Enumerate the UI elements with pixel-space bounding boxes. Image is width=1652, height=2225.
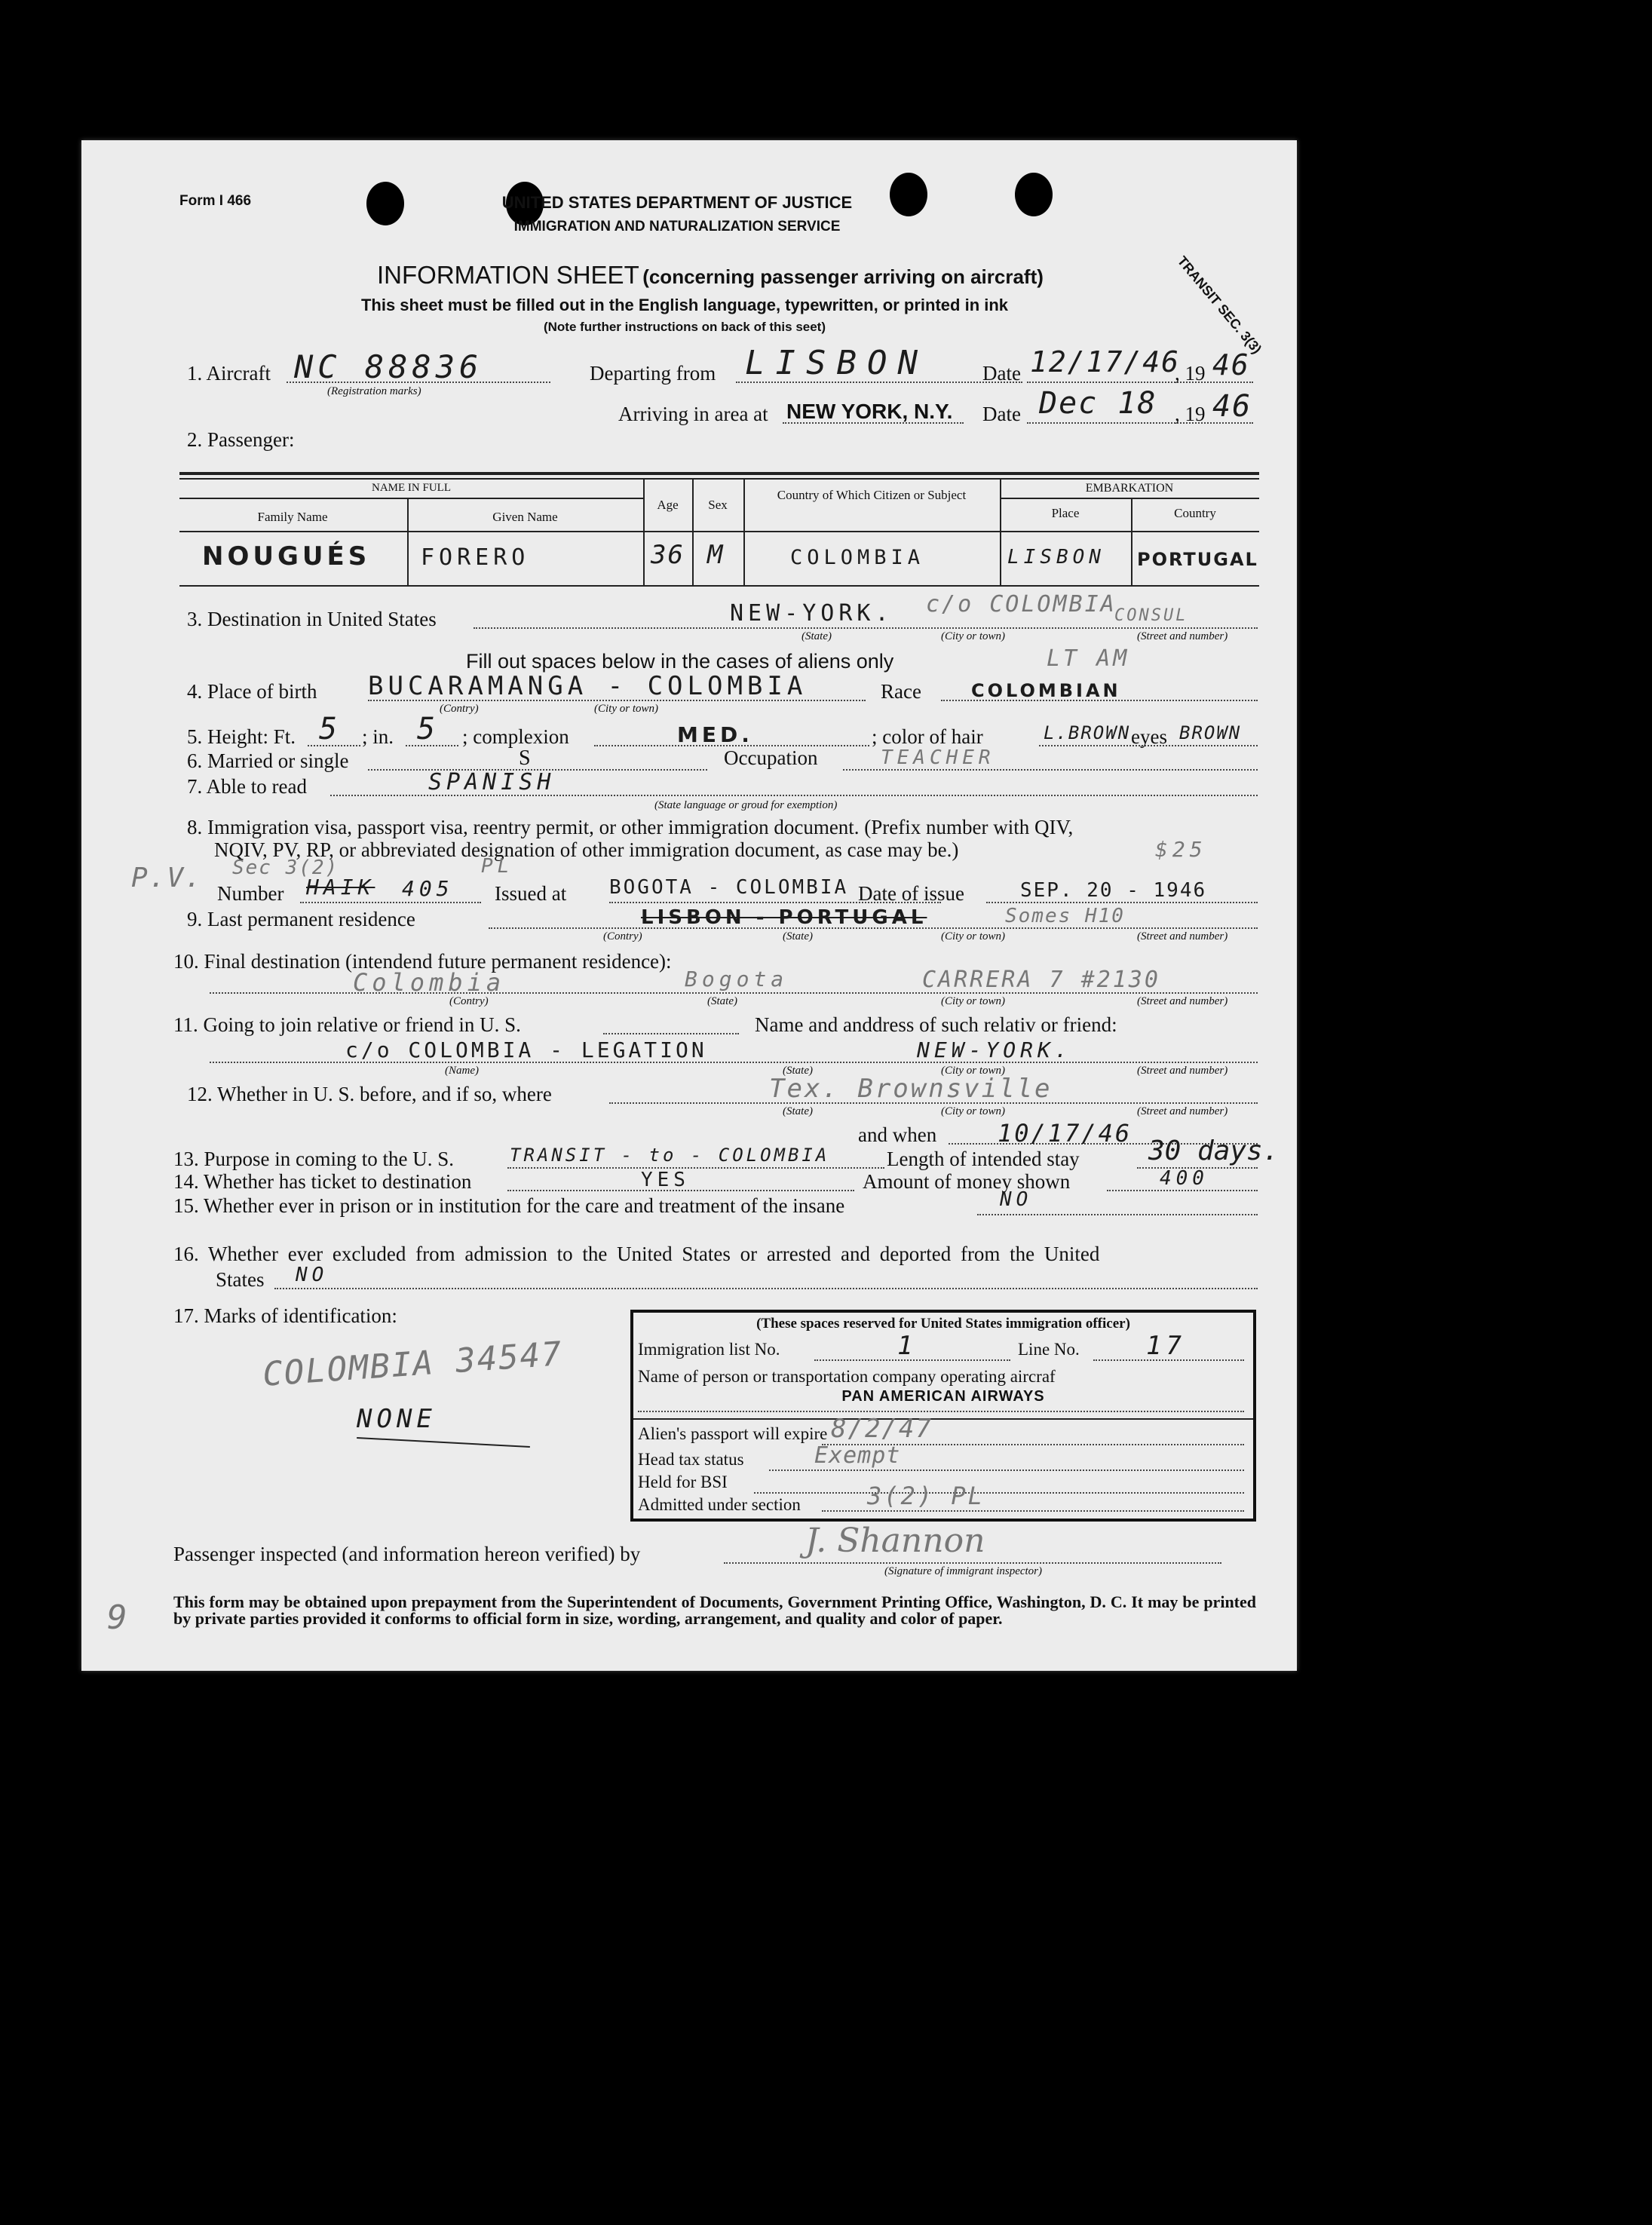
eyes-value: BROWN xyxy=(1179,722,1242,743)
street-caption: (Street and number) xyxy=(1137,930,1228,942)
occupation-value: TEACHER xyxy=(881,746,995,769)
emb-country-header: Country xyxy=(1174,506,1216,520)
excluded-text-2: States xyxy=(216,1268,265,1291)
residence-label: 9. Last permanent residence xyxy=(187,908,415,930)
final-dest-label: 10. Final destination (intendend future permanent residence): xyxy=(173,950,672,973)
final-city: Bogota xyxy=(685,967,789,991)
prison-value: NO xyxy=(1000,1188,1033,1211)
join-city: NEW-YORK. xyxy=(917,1037,1072,1062)
officer-box-header: (These spaces reserved for United States immigration officer) xyxy=(756,1316,1130,1332)
headtax-label: Head tax status xyxy=(638,1450,744,1469)
state-caption: (State) xyxy=(783,1065,813,1077)
city-caption: (City or town) xyxy=(941,1065,1005,1077)
operator-value: PAN AMERICAN AIRWAYS xyxy=(841,1388,1045,1405)
issued-label: Issued at xyxy=(495,882,567,905)
hair-value: L.BROWN xyxy=(1044,722,1131,743)
prison-line xyxy=(977,1214,1258,1215)
table-col-divider xyxy=(643,478,645,585)
table-header-bottom xyxy=(179,531,1259,532)
arrive-year: 46 xyxy=(1212,389,1252,424)
purpose-line xyxy=(507,1167,884,1169)
issue-date-line xyxy=(986,902,1258,903)
destination-city: c/o COLOMBIA xyxy=(926,591,1117,618)
marks-pencil: COLOMBIA 34547 xyxy=(261,1335,565,1394)
marital-value: S xyxy=(519,746,531,770)
section-value: 3(2) PL xyxy=(867,1482,985,1510)
city-caption: (City or town) xyxy=(941,995,1005,1007)
form-sheet xyxy=(81,140,1297,1671)
arriving-value: NEW YORK, N.Y. xyxy=(786,400,953,423)
visa-text-1: 8. Immigration visa, passport visa, reentry permit, or other immigration document. (Prefix number with QIV, xyxy=(187,816,1074,838)
money-label: Amount of money shown xyxy=(863,1170,1071,1193)
state-caption: (State) xyxy=(801,630,832,642)
ticket-value: YES xyxy=(641,1169,690,1191)
passport-label: Alien's passport will expire xyxy=(638,1424,828,1443)
title-note: (concerning passenger arriving on aircraft) xyxy=(642,265,1044,288)
age-value: 36 xyxy=(651,540,685,570)
stay-value: 30 days. xyxy=(1148,1135,1280,1166)
stay-label: Length of intended stay xyxy=(887,1148,1080,1170)
number-line xyxy=(300,902,481,903)
excluded-line xyxy=(274,1288,1258,1289)
passport-value: 8/2/47 xyxy=(831,1414,933,1444)
depart-year-prefix: , 19 xyxy=(1175,362,1206,385)
issued-value: BOGOTA - COLOMBIA xyxy=(609,876,849,899)
final-country: Colombia xyxy=(353,968,506,997)
operator-label: Name of person or transportation company operating aircraf xyxy=(638,1367,1056,1386)
table-col-divider xyxy=(692,478,694,585)
complexion-value: MED. xyxy=(677,722,753,747)
departing-label: Departing from xyxy=(590,362,716,385)
sex-header: Sex xyxy=(708,498,728,512)
street-caption: (Street and number) xyxy=(1137,1105,1228,1117)
line-no-value: 17 xyxy=(1146,1331,1186,1361)
marks-label: 17. Marks of identification: xyxy=(173,1304,397,1327)
excluded-text-1: 16. Whether ever excluded from admission to the United States or arrested and deported from the United xyxy=(173,1243,1100,1265)
form-number: Form I 466 xyxy=(179,193,252,209)
visa-number: 405 xyxy=(402,876,454,901)
street-caption: (Street and number) xyxy=(1137,630,1228,642)
height-label: 5. Height: Ft. xyxy=(187,725,296,748)
name-caption: (Name) xyxy=(445,1065,479,1077)
ticket-label: 14. Whether has ticket to destination xyxy=(173,1170,472,1193)
complexion-label: ; complexion xyxy=(462,725,569,748)
race-pencil: LT AM xyxy=(1047,645,1130,672)
before-when: 10/17/46 xyxy=(998,1119,1132,1148)
before-label: 12. Whether in U. S. before, and if so, where xyxy=(187,1083,552,1105)
city-caption: (City or town) xyxy=(941,1105,1005,1117)
inspected-label: Passenger inspected (and information hereon verified) by xyxy=(173,1543,641,1565)
sex-value: M xyxy=(707,540,728,570)
join-name: c/o COLOMBIA - LEGATION xyxy=(345,1037,707,1062)
table-header-rule xyxy=(179,498,643,499)
aircraft-label: 1. Aircraft xyxy=(187,362,271,385)
punch-hole xyxy=(1015,173,1053,216)
pl-note: PL xyxy=(481,855,514,878)
title-main: INFORMATION SHEET xyxy=(377,261,639,289)
money-value: 400 xyxy=(1160,1167,1209,1190)
page-title xyxy=(377,261,1044,290)
excluded-value: NO xyxy=(296,1264,329,1286)
family-header: Family Name xyxy=(257,510,328,524)
depart-date-label: Date xyxy=(982,362,1021,385)
registration-caption: (Registration marks) xyxy=(327,385,421,397)
place-header: Place xyxy=(1051,506,1080,520)
instruction-note: (Note further instructions on back of this seet) xyxy=(543,320,826,334)
section-label: Admitted under section xyxy=(638,1495,801,1514)
race-value: COLOMBIAN xyxy=(971,680,1121,701)
depart-year: 46 xyxy=(1212,348,1250,382)
marks-value: NONE xyxy=(357,1404,437,1434)
embarkation-header: EMBARKATION xyxy=(1085,482,1174,495)
visa-text-2: NQIV, PV, RP, or abbreviated designation of other immigration document, as case may be.) xyxy=(214,838,959,861)
table-bottom-rule xyxy=(179,585,1259,587)
departing-value: LISBON xyxy=(745,344,928,382)
box-divider xyxy=(633,1418,1253,1420)
department-title: UNITED STATES DEPARTMENT OF JUSTICE xyxy=(501,193,853,212)
officer-box xyxy=(630,1310,1256,1522)
street-caption: (Street and number) xyxy=(1137,1065,1228,1077)
arrive-date-label: Date xyxy=(982,403,1021,425)
destination-state: NEW-YORK. xyxy=(730,600,893,627)
depart-date-line xyxy=(1027,382,1253,383)
birthplace-label: 4. Place of birth xyxy=(187,680,317,703)
visa-number-struck: HAIK xyxy=(306,875,375,900)
join-name-label: Name and anddress of such relativ or friend: xyxy=(755,1013,1117,1036)
citizen-header: Country of Which Citizen or Subject xyxy=(777,488,967,502)
list-no-label: Immigration list No. xyxy=(638,1340,780,1359)
issue-date-label: Date of issue xyxy=(858,882,964,905)
aircraft-value: NC 88836 xyxy=(294,348,483,385)
headtax-value: Exempt xyxy=(814,1442,901,1469)
when-label: and when xyxy=(858,1123,937,1146)
residence-street: Somes H10 xyxy=(1005,905,1125,927)
city-caption: (City or town) xyxy=(594,703,658,715)
city-caption: (City or town) xyxy=(941,630,1005,642)
signature-line xyxy=(724,1562,1221,1564)
punch-hole xyxy=(366,182,404,225)
marks-underline xyxy=(357,1437,530,1448)
service-title: IMMIGRATION AND NATURALIZATION SERVICE xyxy=(513,219,841,234)
passenger-label: 2. Passenger: xyxy=(187,428,295,451)
arrive-date-value: Dec 18 xyxy=(1039,386,1157,421)
birthplace-value: BUCARAMANGA - COLOMBIA xyxy=(368,671,808,701)
instruction: This sheet must be filled out in the English language, typewritten, or printed in ink xyxy=(360,296,1009,314)
signature-caption: (Signature of immigrant inspector) xyxy=(884,1565,1043,1577)
embark-place: LISBON xyxy=(1007,546,1105,569)
height-ft: 5 xyxy=(319,712,342,746)
purpose-value: TRANSIT - to - COLOMBIA xyxy=(510,1145,830,1166)
country-caption: (Contry) xyxy=(440,703,479,715)
name-header: NAME IN FULL xyxy=(372,482,451,494)
table-col-divider xyxy=(743,478,745,585)
arrive-year-prefix: , 19 xyxy=(1175,403,1206,425)
city-caption: (City or town) xyxy=(941,930,1005,942)
language-caption: (State language or groud for exemption) xyxy=(654,799,838,811)
hair-label: ; color of hair xyxy=(872,725,983,748)
destination-label: 3. Destination in United States xyxy=(187,608,437,630)
bsi-label: Held for BSI xyxy=(638,1473,728,1491)
pv-margin: P.V. xyxy=(131,863,203,893)
table-header-rule xyxy=(1000,498,1259,499)
residence-value: LISBON - PORTUGAL xyxy=(641,906,927,929)
occupation-label: Occupation xyxy=(724,746,818,769)
state-caption: (State) xyxy=(707,995,737,1007)
stamp: TRANSIT SEC. 3(3) xyxy=(1174,253,1265,357)
arriving-label: Arriving in area at xyxy=(618,403,768,425)
height-in: 5 xyxy=(417,712,440,746)
money-line xyxy=(1107,1190,1258,1191)
citizen-value: COLOMBIA xyxy=(790,546,925,569)
bsi-line xyxy=(754,1492,1244,1494)
read-value: SPANISH xyxy=(428,769,556,795)
purpose-label: 13. Purpose in coming to the U. S. xyxy=(173,1148,454,1170)
hair-eyes-line xyxy=(1039,745,1258,746)
read-label: 7. Able to read xyxy=(187,775,307,798)
table-top-rule xyxy=(179,472,1259,475)
margin-number: 9 xyxy=(107,1598,132,1637)
list-no-value: 1 xyxy=(897,1331,918,1361)
operator-line xyxy=(638,1411,1244,1412)
occupation-line xyxy=(843,769,1258,771)
destination-line xyxy=(474,627,1258,629)
aliens-note: Fill out spaces below in the cases of aliens only xyxy=(466,650,894,673)
number-label: Number xyxy=(217,882,284,905)
marital-label: 6. Married or single xyxy=(187,749,349,772)
join-line xyxy=(603,1033,739,1034)
height-in-label: ; in. xyxy=(362,725,394,748)
family-name: NOUGUÉS xyxy=(202,541,371,572)
street-caption: (Street and number) xyxy=(1137,995,1228,1007)
before-where: Tex. Brownsville xyxy=(769,1074,1053,1104)
table-top-rule xyxy=(179,478,1259,480)
country-caption: (Contry) xyxy=(449,995,489,1007)
state-caption: (State) xyxy=(783,930,813,942)
line-no-label: Line No. xyxy=(1018,1340,1080,1359)
age-header: Age xyxy=(657,498,679,512)
country-caption: (Contry) xyxy=(603,930,642,942)
prison-label: 15. Whether ever in prison or in institution for the care and treatment of the insane xyxy=(173,1194,845,1217)
sec-note: Sec 3(2) xyxy=(232,857,339,879)
headtax-line xyxy=(769,1470,1244,1471)
section-line xyxy=(822,1510,1244,1512)
depart-date-value: 12/17/46 xyxy=(1030,345,1181,378)
footer-note: This form may be obtained upon prepayment from the Superintendent of Documents, Government Printing Office, Washington, D. C. It may be printed by private parties provided it conforms to official form in size, wording, arrangement, and quality and color of paper. xyxy=(173,1592,1256,1628)
race-label: Race xyxy=(881,680,921,703)
state-caption: (State) xyxy=(783,1105,813,1117)
issue-date-value: SEP. 20 - 1946 xyxy=(1020,879,1207,902)
final-street: CARRERA 7 #2130 xyxy=(922,967,1160,993)
eyes-label: eyes xyxy=(1131,725,1167,748)
given-name: FORERO xyxy=(421,544,530,571)
destination-street: CONSUL xyxy=(1114,606,1188,625)
inspector-signature: J. Shannon xyxy=(805,1522,985,1560)
visa-fee-pencil: $25 xyxy=(1155,837,1207,862)
join-label: 11. Going to join relative or friend in U. S. xyxy=(173,1013,521,1036)
embark-country: PORTUGAL xyxy=(1137,549,1258,570)
given-header: Given Name xyxy=(492,510,558,524)
